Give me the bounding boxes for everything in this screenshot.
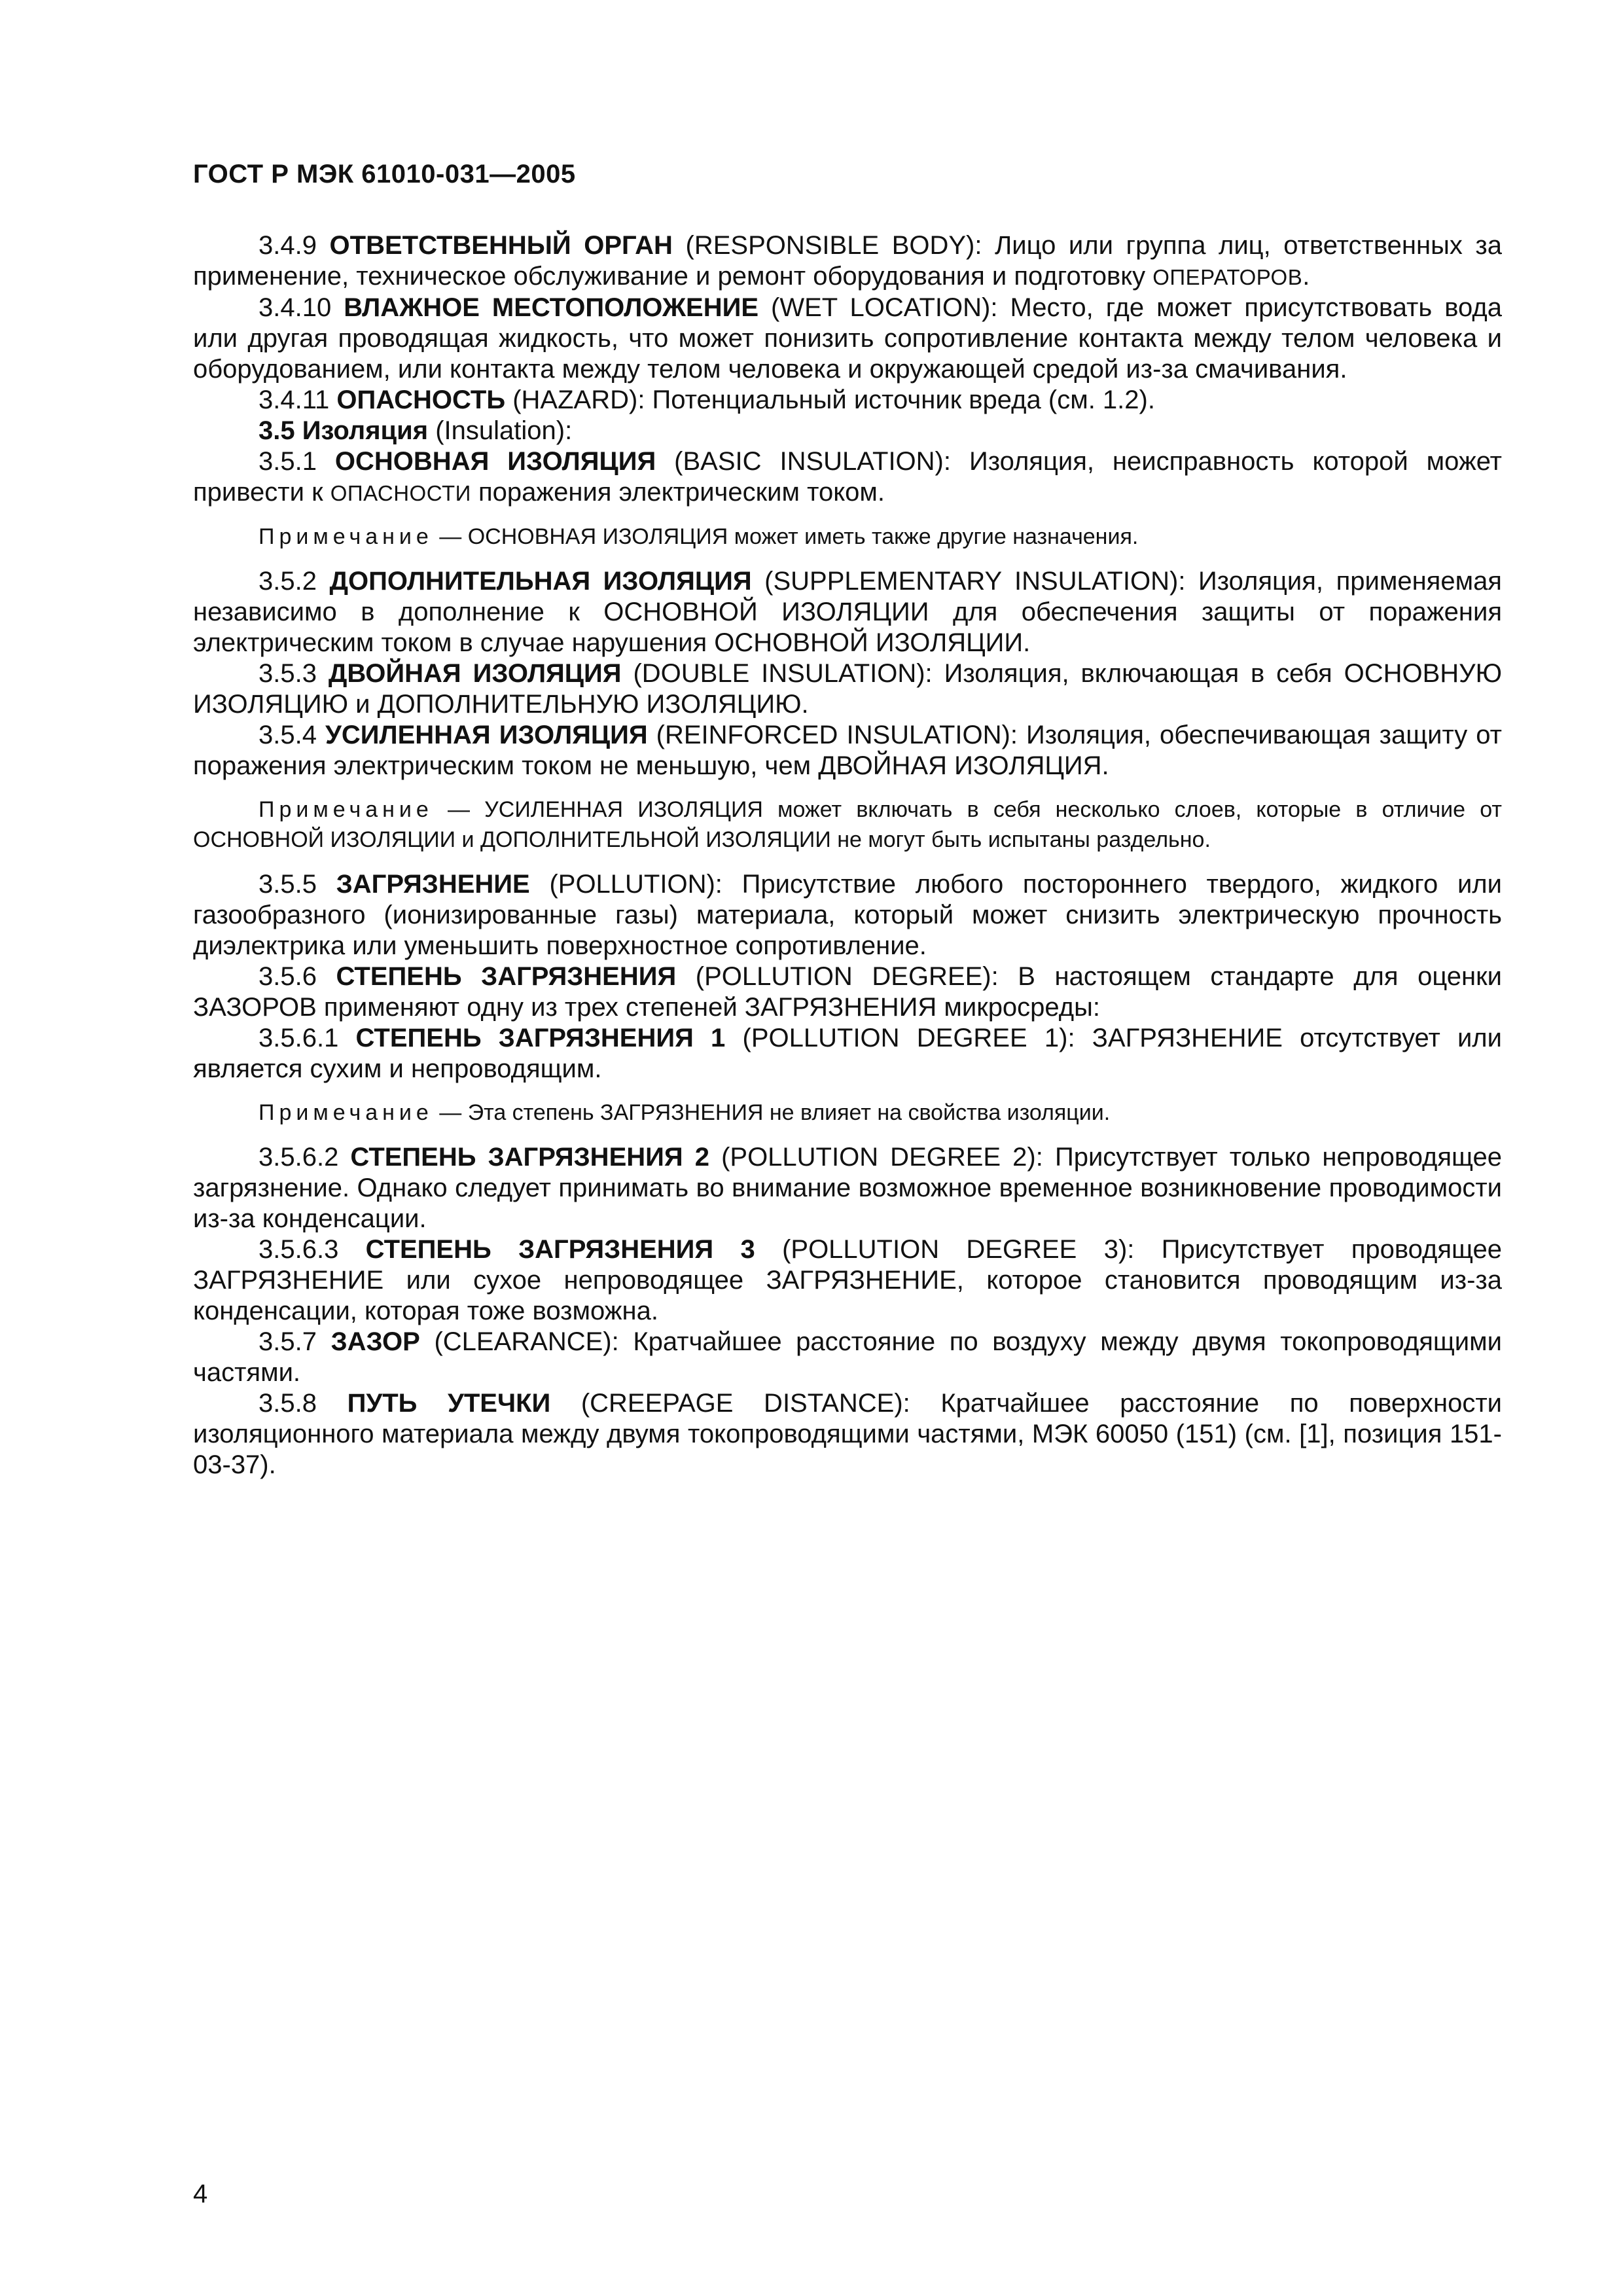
note-text: — ОСНОВНАЯ ИЗОЛЯЦИЯ может иметь также другие назначения. bbox=[439, 524, 1139, 549]
clause-3-5-7 bbox=[193, 1327, 1502, 1388]
clause-term: СТЕПЕНЬ ЗАГРЯЗНЕНИЯ bbox=[336, 962, 677, 991]
clause-term: ОПАСНОСТЬ bbox=[336, 386, 506, 414]
clause-3-5-6 bbox=[193, 961, 1502, 1023]
clause-3-5-3 bbox=[193, 658, 1502, 720]
clause-term: ОСНОВНАЯ ИЗОЛЯЦИЯ bbox=[334, 447, 656, 476]
note-1 bbox=[193, 522, 1502, 552]
clause-term: СТЕПЕНЬ ЗАГРЯЗНЕНИЯ 1 bbox=[355, 1024, 726, 1052]
clause-text: (HAZARD): Потенциальный источник вреда (см. 1.2). bbox=[512, 386, 1155, 414]
note-label: Примечание bbox=[259, 1100, 433, 1125]
clause-text: (DOUBLE INSULATION): Изоляция, включающая в себя ОСНОВНУЮ ИЗОЛЯЦИЮ и ДОПОЛНИТЕЛЬНУЮ ИЗОЛЯЦИЮ. bbox=[193, 659, 1502, 719]
clause-3-4-11 bbox=[193, 385, 1502, 416]
clause-number: 3.4.9 bbox=[259, 231, 317, 260]
clause-number: 3.5.6.3 bbox=[259, 1235, 339, 1264]
clause-text: (REINFORCED INSULATION): Изоляция, обеспечивающая защиту от поражения электрическим током не меньшую, чем ДВОЙНАЯ ИЗОЛЯЦИЯ. bbox=[193, 721, 1502, 780]
clause-term: ПУТЬ УТЕЧКИ bbox=[347, 1389, 551, 1418]
page-number: 4 bbox=[193, 2179, 208, 2208]
note-label: Примечание bbox=[259, 524, 433, 549]
clause-number: 3.5.7 bbox=[259, 1327, 317, 1356]
clause-number: 3.4.10 bbox=[259, 293, 332, 322]
clause-3-5-6-2 bbox=[193, 1142, 1502, 1234]
clause-number: 3.5.6.1 bbox=[259, 1024, 339, 1052]
clause-number: 3.5.2 bbox=[259, 567, 317, 596]
clause-term: ЗАГРЯЗНЕНИЕ bbox=[336, 870, 530, 899]
clause-number: 3.5.6 bbox=[259, 962, 317, 991]
clause-term: СТЕПЕНЬ ЗАГРЯЗНЕНИЯ 3 bbox=[365, 1235, 755, 1264]
clause-text: (CLEARANCE): Кратчайшее расстояние по воздуху между двумя токопроводящими частями. bbox=[193, 1327, 1502, 1387]
clause-end: поражения электрическим током. bbox=[478, 478, 885, 507]
document-body bbox=[193, 230, 1502, 1480]
clause-3-4-10 bbox=[193, 293, 1502, 385]
clause-text: (POLLUTION DEGREE): В настоящем стандарте для оценки ЗАЗОРОВ применяют одну из трех степеней ЗАГРЯЗНЕНИЯ микросреды: bbox=[193, 962, 1502, 1022]
clause-3-5-2 bbox=[193, 566, 1502, 658]
clause-end: . bbox=[1302, 262, 1310, 291]
clause-text: (WET LOCATION): Место, где может присутствовать вода или другая проводящая жидкость, что может понизить сопротивление контакта между телом человека и оборудованием, или контакта между телом человека и окружающей средой из-за смачивания. bbox=[193, 293, 1502, 384]
clause-number: 3.5.8 bbox=[259, 1389, 317, 1418]
clause-reference: ОПЕРАТОРОВ bbox=[1152, 265, 1303, 289]
clause-3-5-6-1 bbox=[193, 1023, 1502, 1085]
section-3-5 bbox=[193, 416, 1502, 446]
clause-number: 3.5.4 bbox=[259, 721, 317, 749]
clause-term: УСИЛЕННАЯ ИЗОЛЯЦИЯ bbox=[325, 721, 648, 749]
clause-number: 3.5.6.2 bbox=[259, 1143, 339, 1172]
clause-number: 3.5.1 bbox=[259, 447, 317, 476]
clause-3-5-4 bbox=[193, 720, 1502, 781]
clause-text: (CREEPAGE DISTANCE): Кратчайшее расстояние по поверхности изоляционного материала между двумя токопроводящими частями, МЭК 60050 (151) (см. [1], позиция 151-03-37). bbox=[193, 1389, 1502, 1479]
clause-text: (BASIC INSULATION): Изоляция, неисправность которой может привести к bbox=[193, 447, 1502, 507]
note-2 bbox=[193, 795, 1502, 855]
clause-term: ВЛАЖНОЕ МЕСТОПОЛОЖЕНИЕ bbox=[344, 293, 759, 322]
clause-text: (RESPONSIBLE BODY): Лицо или группа лиц, ответственных за применение, техническое обслуживание и ремонт оборудования и подготовку bbox=[193, 231, 1502, 291]
clause-3-5-5 bbox=[193, 869, 1502, 961]
clause-text: (POLLUTION DEGREE 3): Присутствует проводящее ЗАГРЯЗНЕНИЕ или сухое непроводящее ЗАГРЯЗНЕНИЕ, которое становится проводящим из-за конденсации, которая тоже возможна. bbox=[193, 1235, 1502, 1325]
document-code-header: ГОСТ Р МЭК 61010-031—2005 bbox=[193, 160, 576, 188]
clause-reference: ОПАСНОСТИ bbox=[330, 481, 471, 505]
section-number: 3.5 bbox=[259, 416, 295, 445]
note-3 bbox=[193, 1098, 1502, 1128]
note-text: — УСИЛЕННАЯ ИЗОЛЯЦИЯ может включать в себя несколько слоев, которые в отличие от ОСНОВНОЙ ИЗОЛЯЦИИ и ДОПОЛНИТЕЛЬНОЙ ИЗОЛЯЦИИ не могут быть испытаны раздельно. bbox=[193, 797, 1502, 852]
clause-term: ЗАЗОР bbox=[330, 1327, 420, 1356]
clause-term: ДОПОЛНИТЕЛЬНАЯ ИЗОЛЯЦИЯ bbox=[329, 567, 752, 596]
note-label: Примечание bbox=[259, 797, 433, 822]
clause-term: ОТВЕТСТВЕННЫЙ ОРГАН bbox=[329, 231, 673, 260]
section-text: (Insulation): bbox=[435, 416, 573, 445]
clause-term: ДВОЙНАЯ ИЗОЛЯЦИЯ bbox=[328, 659, 622, 688]
clause-3-5-6-3 bbox=[193, 1234, 1502, 1327]
note-text: — Эта степень ЗАГРЯЗНЕНИЯ не влияет на свойства изоляции. bbox=[439, 1100, 1111, 1125]
section-title: Изоляция bbox=[302, 416, 429, 445]
clause-text: (POLLUTION DEGREE 2): Присутствует только непроводящее загрязнение. Однако следует принимать во внимание возможное временное возникновение проводимости из-за конденсации. bbox=[193, 1143, 1503, 1233]
clause-3-5-8 bbox=[193, 1388, 1502, 1480]
clause-3-5-1 bbox=[193, 446, 1502, 509]
clause-term: СТЕПЕНЬ ЗАГРЯЗНЕНИЯ 2 bbox=[350, 1143, 709, 1172]
clause-number: 3.5.3 bbox=[259, 659, 317, 688]
clause-number: 3.5.5 bbox=[259, 870, 317, 899]
clause-text: (POLLUTION DEGREE 1): ЗАГРЯЗНЕНИЕ отсутствует или является сухим и непроводящим. bbox=[193, 1024, 1502, 1083]
clause-number: 3.4.11 bbox=[259, 386, 330, 414]
clause-text: (POLLUTION): Присутствие любого постороннего твердого, жидкого или газообразного (ионизированные газы) материала, который может снизить электрическую прочность диэлектрика или уменьшить поверхностное сопротивление. bbox=[193, 870, 1502, 960]
clause-text: (SUPPLEMENTARY INSULATION): Изоляция, применяемая независимо в дополнение к ОСНОВНОЙ ИЗОЛЯЦИИ для обеспечения защиты от поражения электрическим током в случае нарушения ОСНОВНОЙ ИЗОЛЯЦИИ. bbox=[193, 567, 1502, 657]
clause-3-4-9 bbox=[193, 230, 1502, 293]
